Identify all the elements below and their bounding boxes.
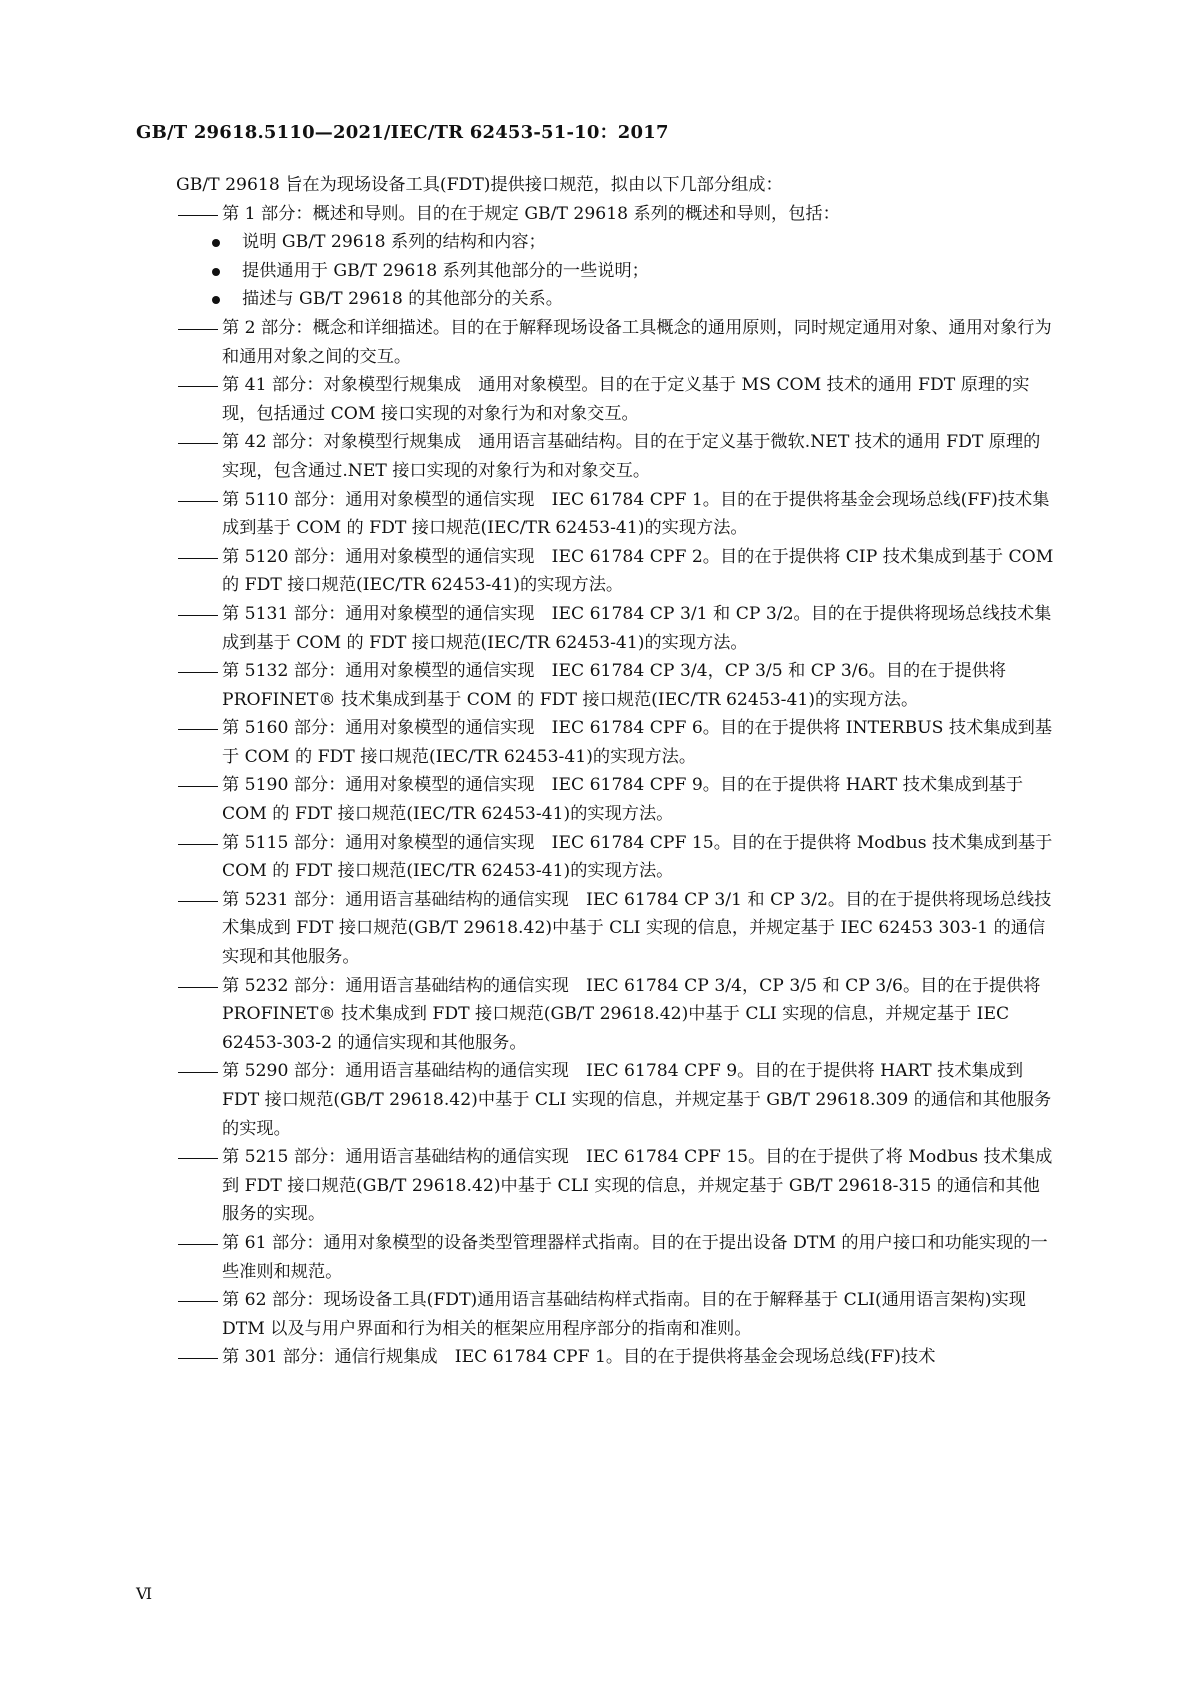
list-item-text: 第 5160 部分：通用对象模型的通信实现 IEC 61784 CPF 6。目的在于提供将 INTERBUS 技术集成到基于 COM 的 FDT 接口规范(IEC/TR 62453-41)的实现方法。 — [222, 718, 1053, 767]
list-item-part-5215 — [176, 1143, 1056, 1229]
bullet-text: 描述与 GB/T 29618 的其他部分的关系。 — [242, 289, 563, 310]
list-item-text: 第 5290 部分：通用语言基础结构的通信实现 IEC 61784 CPF 9。目的在于提供将 HART 技术集成到 FDT 接口规范(GB/T 29618.42)中基于 CLI 实现的信息，并规定基于 GB/T 29618.309 的通信和其他服务的实现。 — [222, 1061, 1052, 1139]
list-item-part-5231 — [176, 886, 1056, 972]
standard-code-header: GB/T 29618.5110—2021/IEC/TR 62453-51-10：2017 — [136, 122, 669, 143]
intro-paragraph: GB/T 29618 旨在为现场设备工具(FDT)提供接口规范，拟由以下几部分组成： — [176, 175, 783, 195]
list-item-text: 第 1 部分：概述和导则。目的在于规定 GB/T 29618 系列的概述和导则，包括： — [222, 203, 840, 224]
list-item-text: 第 5231 部分：通用语言基础结构的通信实现 IEC 61784 CP 3/1 和 CP 3/2。目的在于提供将现场总线技术集成到 FDT 接口规范(GB/T 29618.42)中基于 CLI 实现的信息，并规定基于 IEC 62453 303-1 的通信实现和其他服务。 — [222, 889, 1052, 968]
document-body — [176, 171, 1056, 1372]
list-item-text: 第 41 部分：对象模型行规集成 通用对象模型。目的在于定义基于 MS COM 技术的通用 FDT 原理的实现，包括通过 COM 接口实现的对象行为和对象交互。 — [222, 375, 1030, 424]
bullet-item — [176, 228, 1056, 257]
list-item-part-1 — [176, 200, 1056, 229]
list-item-part-5232 — [176, 972, 1056, 1058]
list-item-part-62 — [176, 1286, 1056, 1343]
bullet-dot-icon — [212, 296, 220, 304]
list-item-text: 第 5232 部分：通用语言基础结构的通信实现 IEC 61784 CP 3/4，CP 3/5 和 CP 3/6。目的在于提供将 PROFINET® 技术集成到 FDT 接口规范(GB/T 29618.42)中基于 CLI 实现的信息，并规定基于 IEC 62453-303-2 的通信实现和其他服务。 — [222, 975, 1041, 1053]
list-item-part-5115 — [176, 829, 1056, 886]
list-item-part-42 — [176, 428, 1056, 485]
list-item-part-5132 — [176, 657, 1056, 714]
list-item-part-5190 — [176, 771, 1056, 828]
list-item-text: 第 5132 部分：通用对象模型的通信实现 IEC 61784 CP 3/4，CP 3/5 和 CP 3/6。目的在于提供将 PROFINET® 技术集成到基于 COM 的 FDT 接口规范(IEC/TR 62453-41)的实现方法。 — [222, 661, 1007, 710]
list-item-part-301 — [176, 1343, 1056, 1372]
list-item-text: 第 5215 部分：通用语言基础结构的通信实现 IEC 61784 CPF 15。目的在于提供了将 Modbus 技术集成到 FDT 接口规范(GB/T 29618.42)中基于 CLI 实现的信息，并规定基于 GB/T 29618-315 的通信和其他服务的实现。 — [222, 1147, 1053, 1225]
list-item-part-5131 — [176, 600, 1056, 657]
list-item-text: 第 5131 部分：通用对象模型的通信实现 IEC 61784 CP 3/1 和 CP 3/2。目的在于提供将现场总线技术集成到基于 COM 的 FDT 接口规范(IEC/TR 62453-41)的实现方法。 — [222, 603, 1052, 653]
list-item-text: 第 62 部分：现场设备工具(FDT)通用语言基础结构样式指南。目的在于解释基于 CLI(通用语言架构)实现 DTM 以及与用户界面和行为相关的框架应用程序部分的指南和准则。 — [222, 1290, 1026, 1339]
list-item-part-5160 — [176, 714, 1056, 771]
list-item-part-5120 — [176, 543, 1056, 600]
list-item-text: 第 5190 部分：通用对象模型的通信实现 IEC 61784 CPF 9。目的在于提供将 HART 技术集成到基于 COM 的 FDT 接口规范(IEC/TR 62453-41)的实现方法。 — [222, 775, 1024, 825]
list-item-part-5290 — [176, 1057, 1056, 1143]
page-number: Ⅵ — [136, 1584, 153, 1603]
bullet-dot-icon — [212, 239, 220, 247]
bullet-dot-icon — [212, 268, 220, 276]
list-item-text: 第 61 部分：通用对象模型的设备类型管理器样式指南。目的在于提出设备 DTM 的用户接口和功能实现的一些准则和规范。 — [222, 1232, 1048, 1282]
list-item-text: 第 42 部分：对象模型行规集成 通用语言基础结构。目的在于定义基于微软.NET 技术的通用 FDT 原理的实现，包含通过.NET 接口实现的对象行为和对象交互。 — [222, 432, 1041, 481]
list-item-text: 第 2 部分：概念和详细描述。目的在于解释现场设备工具概念的通用原则，同时规定通用对象、通用对象行为和通用对象之间的交互。 — [222, 317, 1052, 367]
list-item-text: 第 5115 部分：通用对象模型的通信实现 IEC 61784 CPF 15。目的在于提供将 Modbus 技术集成到基于 COM 的 FDT 接口规范(IEC/TR 62453-41)的实现方法。 — [222, 832, 1053, 882]
list-item-text: 第 301 部分：通信行规集成 IEC 61784 CPF 1。目的在于提供将基金会现场总线(FF)技术 — [222, 1347, 936, 1368]
list-item-part-41 — [176, 371, 1056, 428]
bullet-item — [176, 257, 1056, 286]
list-item-part-2 — [176, 314, 1056, 371]
list-item-text: 第 5120 部分：通用对象模型的通信实现 IEC 61784 CPF 2。目的在于提供将 CIP 技术集成到基于 COM 的 FDT 接口规范(IEC/TR 62453-41)的实现方法。 — [222, 546, 1054, 596]
list-item-part-5110 — [176, 486, 1056, 543]
bullet-item — [176, 285, 1056, 314]
bullet-text: 提供通用于 GB/T 29618 系列其他部分的一些说明； — [242, 260, 649, 281]
list-item-part-61 — [176, 1229, 1056, 1286]
list-item-text: 第 5110 部分：通用对象模型的通信实现 IEC 61784 CPF 1。目的在于提供将基金会现场总线(FF)技术集成到基于 COM 的 FDT 接口规范(IEC/TR 62453-41)的实现方法。 — [222, 489, 1050, 539]
bullet-text: 说明 GB/T 29618 系列的结构和内容； — [242, 232, 546, 253]
